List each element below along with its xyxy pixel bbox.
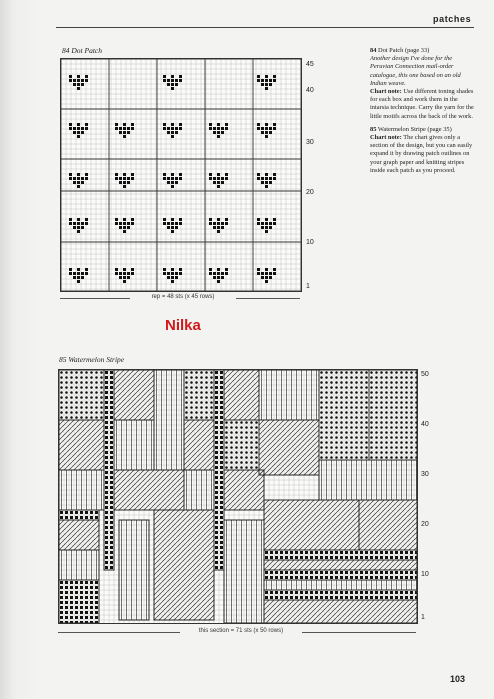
chart-85-section-note: this section = 71 sts (x 50 rows) <box>180 628 302 634</box>
chart-85-title: 85 Watermelon Stripe <box>59 355 125 364</box>
note-84-name: Dot Patch (page 33) <box>376 47 430 54</box>
chart-85-row-label-1: 1 <box>421 614 425 621</box>
chart-84-row-label-1: 1 <box>306 283 310 290</box>
note-84-number: 84 <box>370 47 377 54</box>
note-85-name: Watermelon Stripe (page 35) <box>376 125 452 133</box>
note-84-text: Use different toning shades for each box and work them in the intarsia technique. Carry the yarn for the little motifs across the back of the work. <box>370 88 474 120</box>
chart-84-row-label-10: 10 <box>306 239 314 246</box>
chart-84-row-label-30: 30 <box>306 139 314 146</box>
chart-84-row-label-20: 20 <box>306 189 314 196</box>
chart-85-row-label-30: 30 <box>421 471 429 478</box>
chart-85-row-label-20: 20 <box>421 521 429 528</box>
note-85-number: 85 <box>370 125 377 133</box>
chart-85-row-label-10: 10 <box>421 571 429 578</box>
header-rule <box>56 27 474 28</box>
note-84-intro: Another design I've done for the Peruvian Connection mail-order catalogue, this one based on an old Indian weave. <box>370 55 461 87</box>
chart-85-row-label-50: 50 <box>421 371 429 378</box>
chart-85-row-label-40: 40 <box>421 421 429 428</box>
watermelon-stripe-chart <box>58 369 418 624</box>
chart-84-row-label-40: 40 <box>306 87 314 94</box>
note-84-label: Chart note: <box>370 88 402 96</box>
dot-patch-chart <box>60 58 302 292</box>
chart-notes <box>370 47 476 180</box>
watermark-text: Nilka <box>165 317 201 334</box>
chart-84-row-label-45: 45 <box>306 61 314 68</box>
chart-84-title: 84 Dot Patch <box>62 46 102 55</box>
note-85-text: The chart gives only a section of the design, but you can easily expand it by drawing patch outlines on your graph paper and knitting stripes inside each patch as you proceed. <box>370 134 473 174</box>
chart-84-repeat-note: rep = 48 sts (x 45 rows) <box>130 294 236 300</box>
section-header: patches <box>433 14 472 24</box>
page-number: 103 <box>450 674 466 684</box>
note-85-label: Chart note: <box>370 134 402 142</box>
